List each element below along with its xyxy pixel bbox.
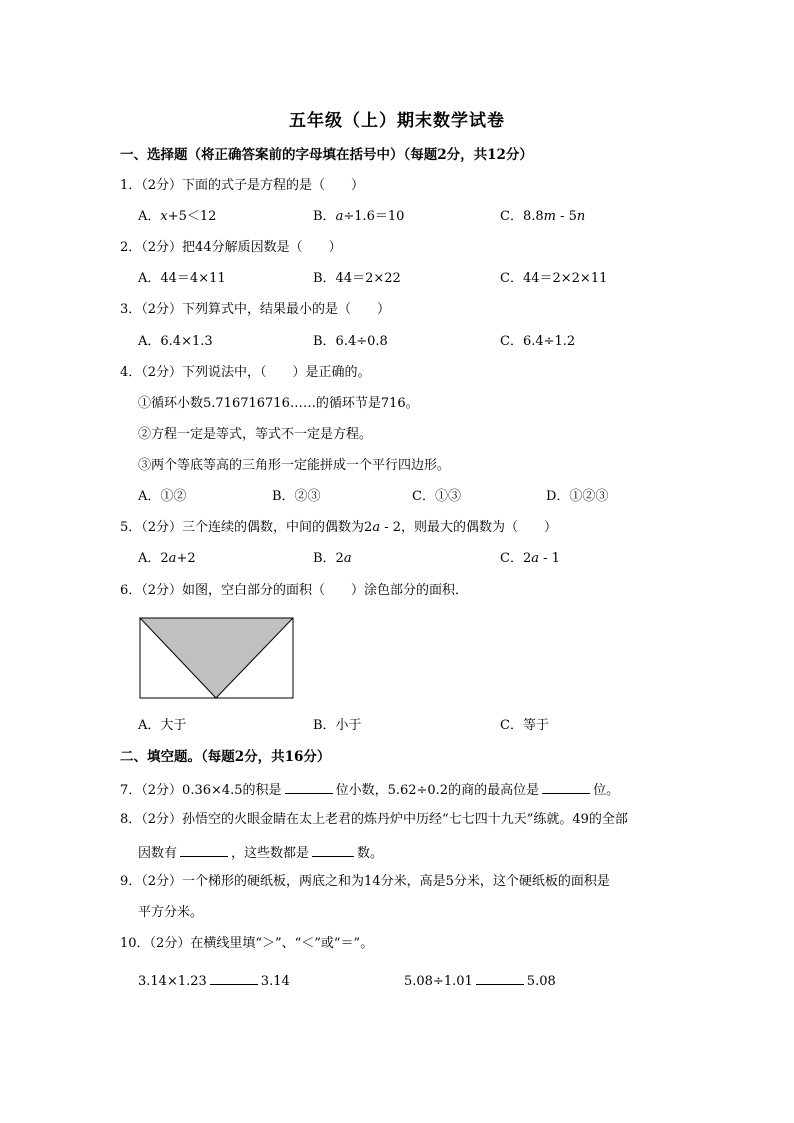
question-10-expression-1 [138, 970, 290, 991]
question-4-option-b: B．②③ [272, 489, 321, 504]
option-text: +5＜12 [167, 209, 217, 224]
answer-blank[interactable] [476, 970, 524, 985]
option-label: C．8.8 [500, 209, 544, 224]
question-text: 位。 [593, 783, 620, 798]
question-7 [120, 779, 619, 800]
option-label: B． [313, 209, 336, 224]
question-4-statement-1: ①循环小数5.716716716……的循环节是716。 [138, 396, 419, 411]
answer-blank[interactable] [210, 970, 258, 985]
question-4-option-c: C．①③ [412, 489, 461, 504]
question-text: 7．（2分）0.36×4.5的积是 [120, 783, 282, 798]
question-2-stem: 2．（2分）把44分解质因数是（ ） [120, 240, 342, 255]
answer-blank[interactable] [542, 779, 590, 794]
question-6-option-b: B．小于 [313, 718, 362, 733]
answer-blank[interactable] [180, 842, 228, 857]
question-4-statement-3: ③两个等底等高的三角形一定能拼成一个平行四边形。 [138, 458, 451, 473]
option-text: +2 [176, 551, 196, 566]
question-5-option-a [138, 550, 196, 568]
question-4-option-d: D．①②③ [546, 489, 609, 504]
rectangle-triangle-figure [139, 617, 295, 701]
question-3-option-a: A．6.4×1.3 [138, 334, 213, 349]
question-6-option-a: A．大于 [138, 718, 187, 733]
question-10-expression-2 [404, 970, 556, 991]
variable: n [576, 209, 586, 224]
option-label: B．2 [313, 551, 344, 566]
section-heading-choice: 一、选择题（将正确答案前的字母填在括号中）（每题2分，共12分） [120, 147, 533, 163]
question-4-stem: 4．（2分）下列说法中，（ ）是正确的。 [120, 365, 371, 380]
question-10-stem: 10．（2分）在横线里填“＞”、“＜”或“＝”。 [120, 936, 374, 951]
answer-blank[interactable] [285, 779, 333, 794]
question-4-option-a: A．①② [138, 489, 187, 504]
stem-text: - 2，则最大的偶数为（ ） [380, 520, 558, 535]
option-label: A． [138, 209, 161, 224]
option-label: C．2 [500, 551, 532, 566]
question-4-statement-2: ②方程一定是等式，等式不一定是方程。 [138, 427, 373, 442]
question-9-line-2: 平方分米。 [138, 905, 204, 920]
variable: m [543, 209, 556, 224]
expression-right: 3.14 [260, 974, 290, 989]
stem-text: 5．（2分）三个连续的偶数，中间的偶数为2 [120, 520, 373, 535]
variable: a [372, 520, 381, 535]
question-1-stem: 1．（2分）下面的式子是方程的是（ ） [120, 178, 365, 193]
variable: a [335, 209, 344, 224]
question-8-line-1: 8．（2分）孙悟空的火眼金睛在太上老君的炼丹炉中历经“七七四十九天”练就。49的全部 [120, 812, 628, 827]
variable: x [160, 209, 168, 224]
option-label: A．2 [138, 551, 169, 566]
question-5-option-c [500, 550, 560, 568]
question-1-option-a [138, 208, 216, 226]
expression-right: 5.08 [526, 974, 556, 989]
question-text: 因数有 [138, 846, 178, 861]
question-text: 数。 [357, 846, 384, 861]
question-3-stem: 3．（2分）下列算式中，结果最小的是（ ） [120, 302, 391, 317]
question-1-option-b [313, 208, 404, 226]
option-text: - 1 [538, 551, 560, 566]
option-text: ÷1.6＝10 [343, 209, 405, 224]
variable: a [343, 551, 352, 566]
variable: a [531, 551, 539, 566]
question-1-option-c [500, 208, 585, 226]
page-title: 五年级（上）期末数学试卷 [289, 111, 505, 131]
option-text: - 5 [555, 209, 577, 224]
question-9-line-1: 9．（2分）一个梯形的硬纸板，两底之和为14分米，高是5分米，这个硬纸板的面积是 [120, 874, 610, 889]
section-heading-fill: 二、填空题。（每题2分，共16分） [120, 749, 331, 765]
question-8-line-2 [138, 842, 383, 863]
question-3-option-c: C．6.4÷1.2 [500, 334, 576, 349]
question-5-stem [120, 519, 557, 537]
question-6-option-c: C．等于 [500, 718, 549, 733]
expression-left: 5.08÷1.01 [404, 974, 473, 989]
question-text: 位小数，5.62÷0.2的商的最高位是 [335, 783, 540, 798]
question-6-stem: 6．（2分）如图，空白部分的面积（ ）涂色部分的面积． [120, 583, 469, 598]
question-2-option-a: A．44＝4×11 [138, 271, 226, 286]
answer-blank[interactable] [312, 842, 354, 857]
question-text: ，这些数都是 [231, 846, 310, 861]
question-2-option-b: B．44＝2×22 [313, 271, 401, 286]
question-2-option-c: C．44＝2×2×11 [500, 271, 608, 286]
question-3-option-b: B．6.4÷0.8 [313, 334, 388, 349]
question-5-option-b [313, 550, 352, 568]
variable: a [168, 551, 177, 566]
expression-left: 3.14×1.23 [138, 974, 207, 989]
